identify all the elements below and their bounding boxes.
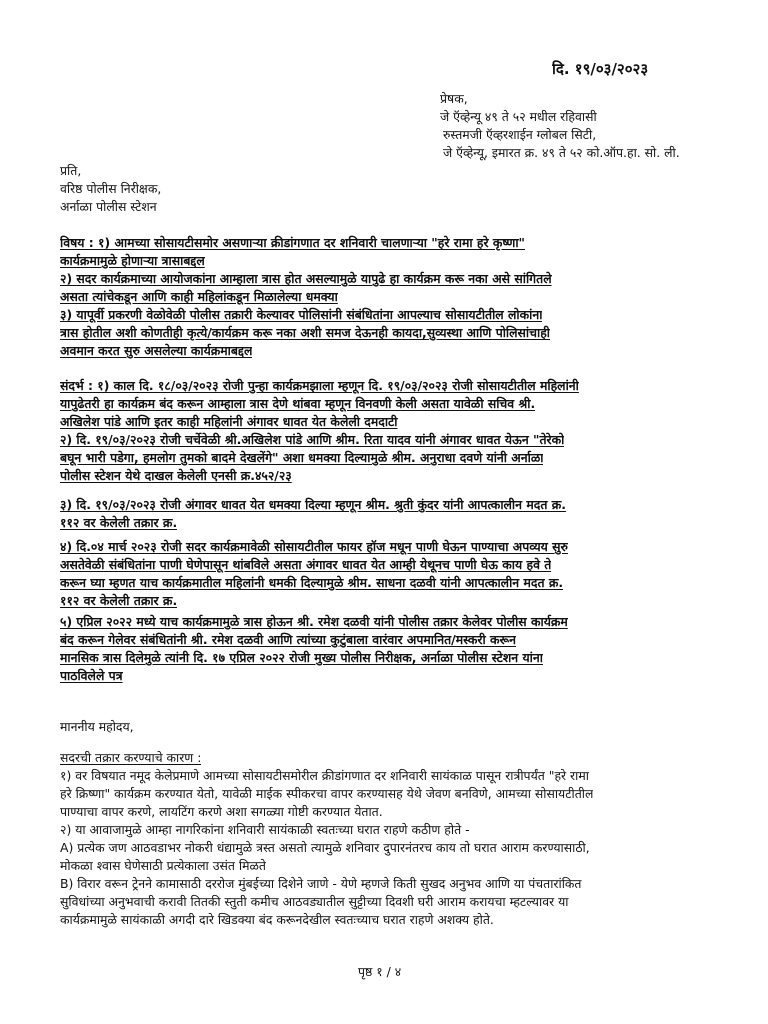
- reference-line: ५) एप्रिल २०२२ मध्ये याच कार्यक्रमामुळे त्रास होऊन श्री. रमेश दळवी यांनी पोलीस तक्रार केलेवर पोलीस कार्यक्रम: [60, 614, 568, 629]
- reference-line: पाठविलेले पत्र: [60, 668, 123, 683]
- reason-heading: सदरची तक्रार करण्याचे कारण :: [60, 750, 202, 765]
- body-line: हरे क्रिष्णा" कार्यक्रम करण्यात येतो, यावेळी माईक स्पीकरचा वापर करण्यासह येथे जेवण बनविणे, आमच्या सोसायटीतील: [60, 786, 594, 801]
- sender-line: प्रेषक,: [440, 91, 468, 106]
- page-number: पृष्ठ १ / ४: [358, 964, 402, 979]
- subject-line: असता त्यांचेकडून आणि काही महिलांकडून मिळालेल्या धमक्या: [60, 289, 338, 304]
- subject-line: त्रास होतील अशी कोणतीही कृत्ये/कार्यक्रम करू नका अशी समज देऊनही कायदा,सुव्यस्था आणि पोलिसांचाही: [60, 325, 550, 340]
- reference-line: बघून भारी पडेगा, हमलोग तुमको बादमे देखलेंगे" अशा धमक्या दिल्यामुळे श्रीम. अनुराधा दवणे यांनी अर्नाळा: [60, 450, 544, 465]
- subject-line: २) सदर कार्यक्रमाच्या आयोजकांना आम्हाला त्रास होत असल्यामुळे यापुढे हा कार्यक्रम करू नका असे सांगितले: [60, 271, 552, 286]
- reference-line: करून घ्या म्हणत याच कार्यक्रमातील महिलांनी धमकी दिल्यामुळे श्रीम. साधना दळवी यांनी आपत्कालीन मदत क्र.: [60, 575, 564, 590]
- reference-line: २) दि. १९/०३/२०२३ रोजी चर्चेवेळी श्री.अखिलेश पांडे आणि श्रीम. रिता यादव यांनी अंगावर धावत येऊन "तेरेको: [60, 432, 565, 447]
- body-line: A) प्रत्येक जण आठवडाभर नोकरी धंद्यामुळे त्रस्त असतो त्यामुळे शनिवार दुपारनंतरच काय तो घरात आराम करण्यासाठी,: [60, 840, 590, 855]
- subject-line: कार्यक्रमामुळे होणाऱ्या त्रासाबद्दल: [60, 253, 205, 268]
- body-line: कार्यक्रमामुळे सायंकाळी अगदी दारे खिडक्या बंद करूनदेखील स्वतःच्याच घरात राहणे अशक्य होते.: [60, 912, 494, 927]
- reference-line: बंद करून गेलेवर संबंधितांनी श्री. रमेश दळवी आणि त्यांच्या कुटुंबाला वारंवार अपमानित/मस्करी करून: [60, 632, 517, 647]
- reference-line: ११२ वर केलेली तक्रार क्र.: [60, 593, 178, 608]
- reference-line: असतेवेळी संबंधितांना पाणी घेणेपासून थांबविले असता अंगावर धावत येत आम्ही येथूनच पाणी घेऊ काय हवे ते: [60, 557, 552, 572]
- subject-line: अवमान करत सुरु असलेल्या कार्यक्रमाबद्दल: [60, 343, 253, 358]
- body-line: सुविधांच्या अनुभवाची करावी तितकी स्तुती कमीच आठवड्यातील सुट्टीच्या दिवशी घरी आराम करायचा म्हटल्यावर या: [60, 894, 569, 909]
- reference-line: ३) दि. १९/०३/२०२३ रोजी अंगावर धावत येत धमक्या दिल्या म्हणून श्रीम. श्रुती कुंदर यांनी आपत्कालीन मदत क्र.: [60, 497, 566, 512]
- recipient-line: प्रति,: [60, 163, 82, 178]
- salutation: माननीय महोदय,: [60, 719, 134, 734]
- recipient-line: अर्नाळा पोलीस स्टेशन: [60, 199, 157, 214]
- reference-line: यापुढेतरी हा कार्यक्रम बंद करून आम्हाला त्रास देणे थांबवा म्हणून विनवणी केली असता यावेळी सचिव श्री.: [60, 396, 536, 411]
- reference-line: पोलीस स्टेशन येथे दाखल केलेली एनसी क्र.४५२/२३: [60, 468, 292, 483]
- reference-line: अखिलेश पांडे आणि इतर काही महिलांनी अंगावर धावत येत केलेली दमदाटी: [60, 414, 398, 429]
- sender-line: जे ऍव्हेन्यू ४९ ते ५२ मधील रहिवासी: [440, 109, 597, 124]
- reference-line: मानसिक त्रास दिलेमुळे त्यांनी दि. १७ एप्रिल २०२२ रोजी मुख्य पोलीस निरीक्षक, अर्नाळा पोलीस स्टेशन यांना: [60, 650, 543, 665]
- body-line: मोकळा श्वास घेणेसाठी प्रत्येकाला उसंत मिळते: [60, 858, 266, 873]
- letter-date: दि. १९/०३/२०२३: [552, 60, 649, 78]
- reference-line: संदर्भ : १) काल दि. १८/०३/२०२३ रोजी पुन्हा कार्यक्रमझाला म्हणून दि. १९/०३/२०२३ रोजी सोसायटीतील महिलांनी: [60, 378, 579, 393]
- recipient-line: वरिष्ठ पोलीस निरीक्षक,: [60, 181, 162, 196]
- body-line: पाण्याचा वापर करणे, लायटिंग करणे अशा सगळ्या गोष्टी करण्यात येतात.: [60, 804, 383, 819]
- reference-line: ४) दि.०४ मार्च २०२३ रोजी सदर कार्यक्रमावेळी सोसायटीतील फायर हॉज मधून पाणी घेऊन पाण्याचा अपव्यय सुरु: [60, 539, 568, 554]
- subject-line: ३) यापूर्वी प्रकरणी वेळोवेळी पोलीस तक्रारी केल्यावर पोलिसांनी संबंधितांना आपल्याच सोसायटीतील लोकांना: [60, 307, 543, 322]
- body-line: २) या आवाजामुळे आम्हा नागरिकांना शनिवारी सायंकाळी स्वतःच्या घरात राहणे कठीण होते -: [60, 822, 470, 837]
- reference-line: ११२ वर केलेली तक्रार क्र.: [60, 515, 178, 530]
- sender-line: जे ऍव्हेन्यू, इमारत क्र. ४९ ते ५२ को.ऑप.हा. सो. ली.: [443, 145, 680, 160]
- sender-line: रुस्तमजी ऍव्हरशाईन ग्लोबल सिटी,: [443, 127, 597, 142]
- body-line: B) विरार वरून ट्रेनने कामासाठी दररोज मुंबईच्या दिशेने जाणे - येणे म्हणजे किती सुखद अनुभव आणि या पंचतारांकित: [60, 876, 582, 891]
- body-line: १) वर विषयात नमूद केलेप्रमाणे आमच्या सोसायटीसमोरील क्रीडांगणात दर शनिवारी सायंकाळ पासून रात्रीपर्यंत "हरे रामा: [60, 768, 589, 783]
- subject-line: विषय : १) आमच्या सोसायटीसमोर असणाऱ्या क्रीडांगणात दर शनिवारी चालणाऱ्या "हरे रामा हरे कृष्णा": [60, 235, 526, 250]
